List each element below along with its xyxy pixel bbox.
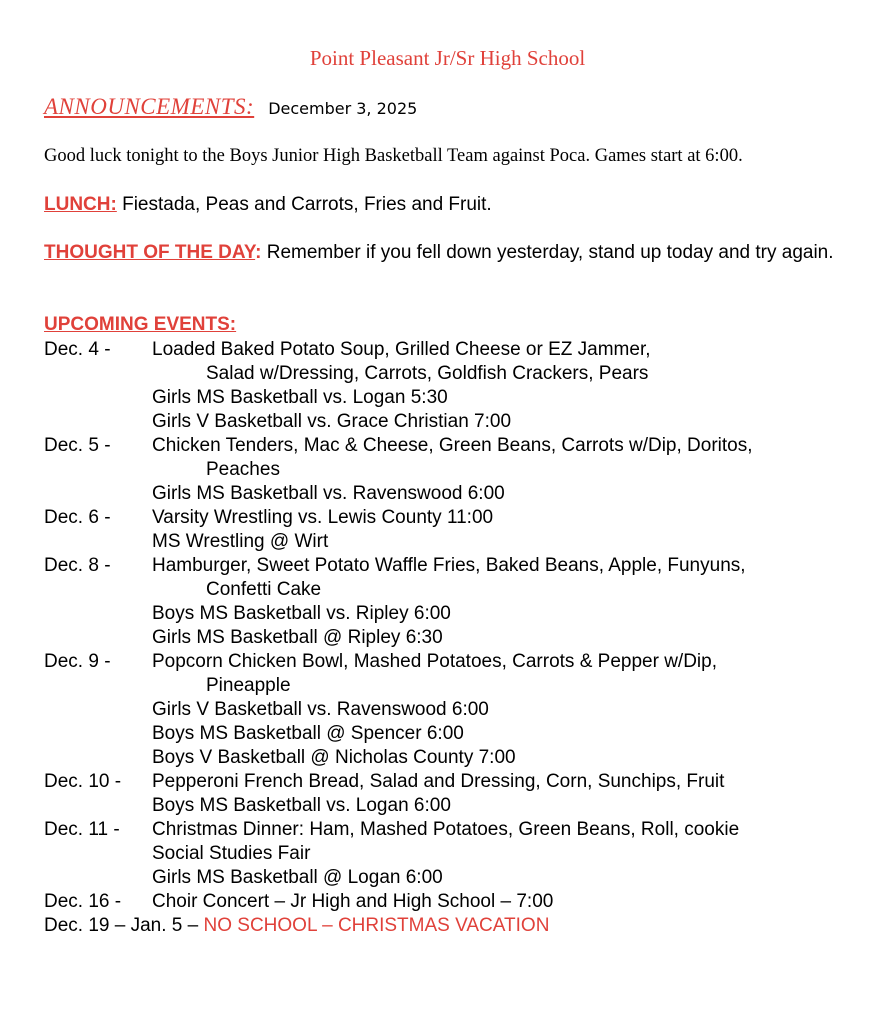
event-row — [44, 914, 864, 938]
event-text: MS Wrestling @ Wirt — [152, 531, 329, 552]
event-text: Christmas Dinner: Ham, Mashed Potatoes, Green Beans, Roll, cookie — [152, 819, 740, 840]
event-row — [44, 602, 864, 626]
event-date: Dec. 19 – Jan. 5 – — [44, 915, 204, 936]
announcements-title: ANNOUNCEMENTS: — [44, 94, 255, 119]
event-date: Dec. 11 - — [44, 819, 120, 840]
event-row — [44, 578, 864, 602]
event-row — [44, 410, 864, 434]
event-row — [44, 362, 864, 386]
event-row — [44, 794, 864, 818]
event-row — [44, 818, 864, 842]
thought-label: THOUGHT OF THE DAY — [44, 242, 256, 263]
event-row — [44, 554, 864, 578]
good-luck-message: Good luck tonight to the Boys Junior High Basketball Team against Poca. Games start at 6:00. — [44, 146, 743, 166]
event-text: Boys MS Basketball @ Spencer 6:00 — [152, 723, 464, 744]
thought-section — [44, 241, 844, 265]
event-text: Pepperoni French Bread, Salad and Dressing, Corn, Sunchips, Fruit — [152, 771, 725, 792]
event-row — [44, 746, 864, 770]
announcements-header — [44, 94, 417, 120]
event-date: Dec. 8 - — [44, 555, 111, 576]
event-text: Peaches — [206, 459, 280, 480]
event-row — [44, 338, 864, 362]
event-row — [44, 890, 864, 914]
upcoming-events-list — [44, 338, 864, 938]
event-row — [44, 842, 864, 866]
event-row — [44, 434, 864, 458]
event-row — [44, 386, 864, 410]
event-text: Girls V Basketball vs. Grace Christian 7:00 — [152, 411, 512, 432]
lunch-text: Fiestada, Peas and Carrots, Fries and Fruit. — [116, 194, 492, 215]
announcements-date: December 3, 2025 — [268, 99, 418, 118]
upcoming-events-heading: UPCOMING EVENTS: — [44, 314, 237, 335]
thought-text: Remember if you fell down yesterday, stand up today and try again. — [261, 242, 834, 263]
event-text: Boys MS Basketball vs. Logan 6:00 — [152, 795, 451, 816]
no-school-notice: NO SCHOOL – CHRISTMAS VACATION — [203, 915, 550, 936]
event-date: Dec. 10 - — [44, 771, 122, 792]
event-date: Dec. 4 - — [44, 339, 111, 360]
event-text: Varsity Wrestling vs. Lewis County 11:00 — [152, 507, 494, 528]
event-text: Boys V Basketball @ Nicholas County 7:00 — [152, 747, 516, 768]
lunch-label: LUNCH: — [44, 194, 117, 215]
event-text: Popcorn Chicken Bowl, Mashed Potatoes, Carrots & Pepper w/Dip, — [152, 651, 717, 672]
event-text: Girls MS Basketball @ Logan 6:00 — [152, 867, 443, 888]
event-text: Chicken Tenders, Mac & Cheese, Green Beans, Carrots w/Dip, Doritos, — [152, 435, 753, 456]
event-text: Girls V Basketball vs. Ravenswood 6:00 — [152, 699, 489, 720]
event-row — [44, 674, 864, 698]
event-row — [44, 722, 864, 746]
event-row — [44, 698, 864, 722]
event-row — [44, 626, 864, 650]
event-text: Social Studies Fair — [152, 843, 311, 864]
event-text: Hamburger, Sweet Potato Waffle Fries, Baked Beans, Apple, Funyuns, — [152, 555, 746, 576]
school-name: Point Pleasant Jr/Sr High School — [309, 46, 586, 70]
event-text: Girls MS Basketball @ Ripley 6:30 — [152, 627, 443, 648]
event-text: Girls MS Basketball vs. Ravenswood 6:00 — [152, 483, 505, 504]
event-date: Dec. 5 - — [44, 435, 111, 456]
event-text: Boys MS Basketball vs. Ripley 6:00 — [152, 603, 451, 624]
event-row — [44, 506, 864, 530]
event-text: Girls MS Basketball vs. Logan 5:30 — [152, 387, 448, 408]
event-row — [44, 482, 864, 506]
event-row — [44, 866, 864, 890]
event-date: Dec. 6 - — [44, 507, 111, 528]
event-text: Confetti Cake — [206, 579, 322, 600]
event-text: Loaded Baked Potato Soup, Grilled Cheese or EZ Jammer, — [152, 339, 651, 360]
thought-colon: : — [255, 242, 262, 263]
event-row — [44, 530, 864, 554]
event-text: Salad w/Dressing, Carrots, Goldfish Crackers, Pears — [206, 363, 649, 384]
lunch-section — [44, 194, 492, 216]
event-row — [44, 650, 864, 674]
event-row — [44, 458, 864, 482]
event-text: Choir Concert – Jr High and High School – 7:00 — [152, 891, 554, 912]
event-row — [44, 770, 864, 794]
event-date: Dec. 16 - — [44, 891, 122, 912]
event-date: Dec. 9 - — [44, 651, 111, 672]
event-text: Pineapple — [206, 675, 291, 696]
